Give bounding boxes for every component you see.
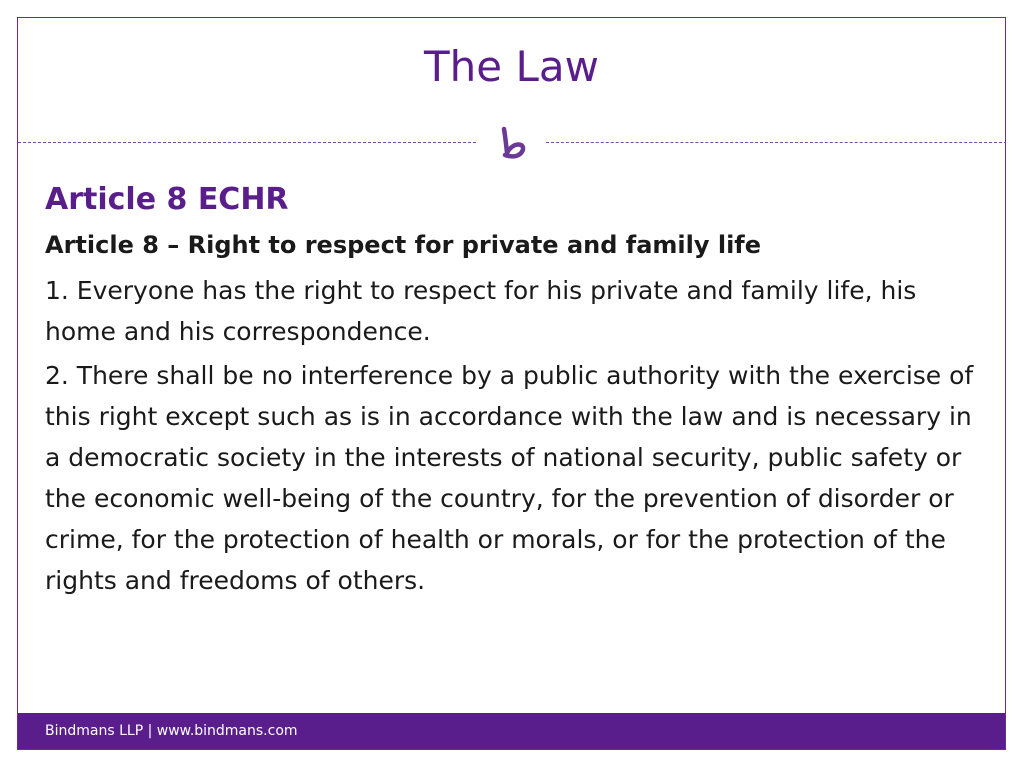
article-heading: Article 8 ECHR xyxy=(45,182,289,217)
paragraph-2: 2. There shall be no interference by a public authority with the exercise of this right except such as is in accordance with the law and is necessary in a democratic society in the interests of national security, public safety or the economic well-being of the country, for the prevention of disorder or crime, for the protection of health or morals, or for the protection of the rights and freedoms of others. xyxy=(45,361,974,595)
bindmans-b-logo-icon xyxy=(492,123,532,163)
slide-content xyxy=(45,181,990,604)
article-subheading: Article 8 – Right to respect for private and family life xyxy=(45,231,762,259)
paragraph-1: 1. Everyone has the right to respect for his private and family life, his home and his correspondence. xyxy=(45,276,917,346)
divider-left xyxy=(18,142,476,143)
footer-bar xyxy=(18,713,1005,749)
slide xyxy=(17,17,1006,750)
slide-title: The Law xyxy=(424,42,599,91)
footer-text: Bindmans LLP | www.bindmans.com xyxy=(45,723,298,739)
divider-right xyxy=(546,142,1006,143)
